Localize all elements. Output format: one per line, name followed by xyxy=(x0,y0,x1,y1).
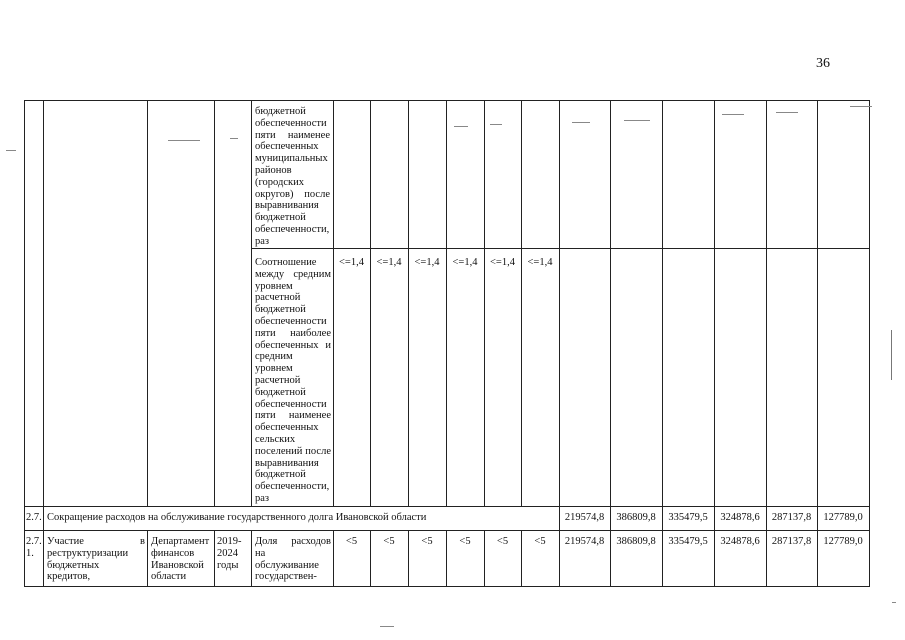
indicator-text-ratio: Соотношение между средним уровнем расчетной бюджетной обеспеченности пяти наиболее обеспеченных и средним уровнем расчетной бюджетной обеспеченности пяти наименее обеспеченных сельских поселений после выравнивания бюджетной обеспеченности, раз xyxy=(255,257,331,504)
scan-mark xyxy=(168,140,200,141)
grid-line xyxy=(24,586,870,587)
funding-value: 386809,8 xyxy=(616,512,656,523)
grid-line xyxy=(333,100,334,506)
funding-value: 287137,8 xyxy=(771,536,812,547)
target-value: <5 xyxy=(459,536,471,547)
funding-value: 219574,8 xyxy=(564,512,605,523)
grid-line xyxy=(24,530,870,531)
target-value: <=1,4 xyxy=(452,257,478,268)
grid-line xyxy=(484,100,485,506)
scan-mark xyxy=(850,106,872,107)
page-number: 36 xyxy=(816,56,830,71)
funding-value: 127789,0 xyxy=(823,536,863,547)
grid-line xyxy=(24,100,25,586)
scan-mark xyxy=(490,124,502,125)
scan-mark xyxy=(624,120,650,121)
grid-line xyxy=(214,100,215,506)
funding-value: 127789,0 xyxy=(823,512,863,523)
target-value: <=1,4 xyxy=(414,257,440,268)
funding-value: 287137,8 xyxy=(771,512,812,523)
target-value: <5 xyxy=(534,536,546,547)
grid-line xyxy=(521,100,522,506)
funding-value: 335479,5 xyxy=(668,536,708,547)
grid-line xyxy=(24,100,870,101)
grid-line xyxy=(251,100,252,506)
grid-line xyxy=(43,100,44,586)
target-value: <5 xyxy=(421,536,433,547)
scan-mark xyxy=(776,112,798,113)
grid-line xyxy=(147,100,148,506)
grid-line xyxy=(446,100,447,506)
grid-line xyxy=(251,248,870,249)
scan-mark xyxy=(892,602,896,603)
activity-text: Участие в реструктуризации бюджетных кредитов, xyxy=(47,536,145,583)
scan-mark xyxy=(6,150,16,151)
scan-mark xyxy=(891,330,892,380)
grid-line xyxy=(214,530,215,586)
executor-text: Департамент финансов Ивановской области xyxy=(151,536,210,583)
period-text: 2019-2024 годы xyxy=(217,536,242,571)
funding-value: 335479,5 xyxy=(668,512,708,523)
target-value: <=1,4 xyxy=(376,257,402,268)
funding-value: 386809,8 xyxy=(616,536,656,547)
grid-line xyxy=(147,530,148,586)
indicator-text-top: бюджетной обеспеченности пяти наименее обеспеченных муниципальных районов (городских округов) после выравнивания бюджетной обеспеченности, раз xyxy=(255,106,330,247)
row-title: Сокращение расходов на обслуживание государственного долга Ивановской области xyxy=(47,512,427,523)
funding-value: 324878,6 xyxy=(720,536,760,547)
grid-line xyxy=(24,506,870,507)
funding-value: 324878,6 xyxy=(720,512,760,523)
grid-line xyxy=(869,100,870,586)
target-value: <=1,4 xyxy=(490,257,515,268)
row-number: 2.7. xyxy=(26,512,42,523)
target-value: <=1,4 xyxy=(339,257,364,268)
target-value: <5 xyxy=(345,536,358,547)
indicator-text: Доля расходов на обслуживание государствен- xyxy=(255,536,331,583)
target-value: <5 xyxy=(496,536,509,547)
grid-line xyxy=(408,100,409,506)
row-number: 2.7. 1. xyxy=(26,536,42,559)
scan-mark xyxy=(230,138,238,139)
grid-line xyxy=(251,530,252,586)
scan-mark xyxy=(380,626,394,627)
scan-mark xyxy=(572,122,590,123)
grid-line xyxy=(370,100,371,506)
target-value: <=1,4 xyxy=(527,257,553,268)
scan-mark xyxy=(722,114,744,115)
funding-value: 219574,8 xyxy=(564,536,605,547)
target-value: <5 xyxy=(383,536,395,547)
scan-mark xyxy=(454,126,468,127)
